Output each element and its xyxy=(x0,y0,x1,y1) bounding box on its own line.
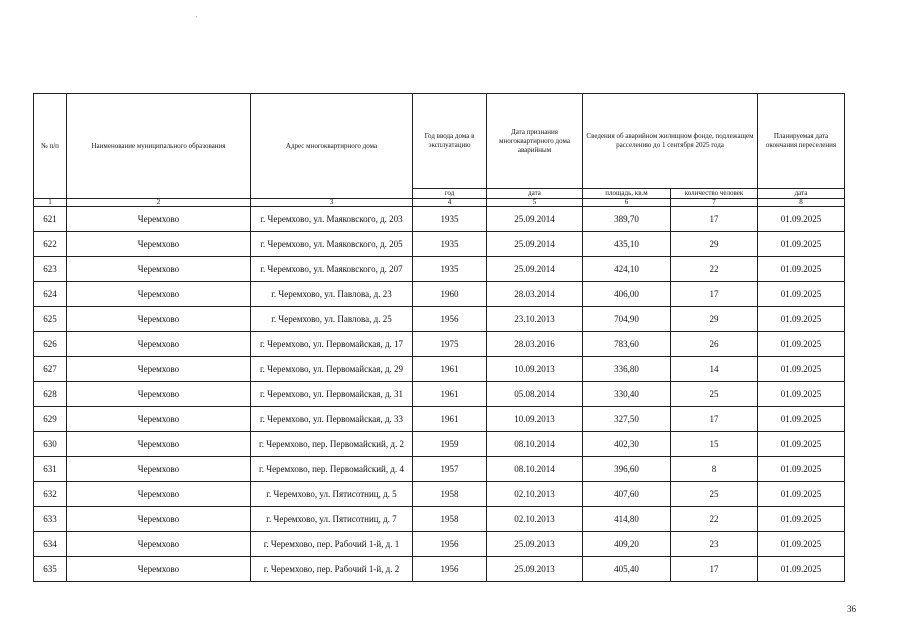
header-emergency-info: Сведения об аварийном жилищном фонде, подлежащем расселению до 1 сентября 2025 года xyxy=(583,94,758,189)
column-number: 4 xyxy=(413,199,487,207)
planned-date-cell: 01.09.2025 xyxy=(758,332,845,357)
address-cell: г. Черемхово, ул. Пятисотниц, д. 7 xyxy=(251,507,413,532)
municipality-cell: Черемхово xyxy=(67,332,251,357)
year-cell: 1975 xyxy=(413,332,487,357)
recognition-date-cell: 23.10.2013 xyxy=(487,307,583,332)
recognition-date-cell: 10.09.2013 xyxy=(487,407,583,432)
row-number: 623 xyxy=(34,257,67,282)
header-planned-end: Планируемая дата окончания переселения xyxy=(758,94,845,189)
row-number: 629 xyxy=(34,407,67,432)
emergency-housing-table xyxy=(33,93,845,582)
table-row xyxy=(34,332,845,357)
people-count-cell: 17 xyxy=(671,407,758,432)
municipality-cell: Черемхово xyxy=(67,482,251,507)
planned-date-cell: 01.09.2025 xyxy=(758,232,845,257)
row-number: 628 xyxy=(34,382,67,407)
area-cell: 424,10 xyxy=(583,257,671,282)
recognition-date-cell: 25.09.2014 xyxy=(487,232,583,257)
recognition-date-cell: 10.09.2013 xyxy=(487,357,583,382)
address-cell: г. Черемхово, ул. Первомайская, д. 33 xyxy=(251,407,413,432)
header-year-built: Год ввода дома в эксплуатацию xyxy=(413,94,487,189)
row-number: 622 xyxy=(34,232,67,257)
planned-date-cell: 01.09.2025 xyxy=(758,207,845,232)
year-cell: 1960 xyxy=(413,282,487,307)
planned-date-cell: 01.09.2025 xyxy=(758,357,845,382)
planned-date-cell: 01.09.2025 xyxy=(758,432,845,457)
recognition-date-cell: 08.10.2014 xyxy=(487,432,583,457)
municipality-cell: Черемхово xyxy=(67,532,251,557)
people-count-cell: 15 xyxy=(671,432,758,457)
address-cell: г. Черемхово, ул. Первомайская, д. 31 xyxy=(251,382,413,407)
planned-date-cell: 01.09.2025 xyxy=(758,532,845,557)
recognition-date-cell: 02.10.2013 xyxy=(487,482,583,507)
table-row xyxy=(34,432,845,457)
area-cell: 407,60 xyxy=(583,482,671,507)
header-row xyxy=(34,94,845,189)
table-row xyxy=(34,357,845,382)
address-cell: г. Черемхово, ул. Маяковского, д. 203 xyxy=(251,207,413,232)
address-cell: г. Черемхово, пер. Рабочий 1-й, д. 2 xyxy=(251,557,413,582)
column-number: 8 xyxy=(758,199,845,207)
row-number: 624 xyxy=(34,282,67,307)
recognition-date-cell: 05.08.2014 xyxy=(487,382,583,407)
planned-date-cell: 01.09.2025 xyxy=(758,482,845,507)
area-cell: 704,90 xyxy=(583,307,671,332)
table-row xyxy=(34,482,845,507)
table-row xyxy=(34,407,845,432)
year-cell: 1935 xyxy=(413,207,487,232)
area-cell: 406,00 xyxy=(583,282,671,307)
year-cell: 1961 xyxy=(413,357,487,382)
municipality-cell: Черемхово xyxy=(67,257,251,282)
address-cell: г. Черемхово, пер. Первомайский, д. 4 xyxy=(251,457,413,482)
planned-date-cell: 01.09.2025 xyxy=(758,257,845,282)
table-row xyxy=(34,307,845,332)
row-number: 625 xyxy=(34,307,67,332)
column-number: 2 xyxy=(67,199,251,207)
recognition-date-cell: 25.09.2014 xyxy=(487,207,583,232)
municipality-cell: Черемхово xyxy=(67,282,251,307)
area-cell: 409,20 xyxy=(583,532,671,557)
column-number: 3 xyxy=(251,199,413,207)
area-cell: 435,10 xyxy=(583,232,671,257)
area-cell: 405,40 xyxy=(583,557,671,582)
recognition-date-cell: 28.03.2014 xyxy=(487,282,583,307)
year-cell: 1956 xyxy=(413,557,487,582)
page-number: 36 xyxy=(847,604,856,614)
row-number: 634 xyxy=(34,532,67,557)
area-cell: 396,60 xyxy=(583,457,671,482)
column-number: 5 xyxy=(487,199,583,207)
address-cell: г. Черемхово, ул. Павлова, д. 23 xyxy=(251,282,413,307)
municipality-cell: Черемхово xyxy=(67,207,251,232)
recognition-date-cell: 25.09.2013 xyxy=(487,557,583,582)
municipality-cell: Черемхово xyxy=(67,382,251,407)
planned-date-cell: 01.09.2025 xyxy=(758,307,845,332)
municipality-cell: Черемхово xyxy=(67,232,251,257)
municipality-cell: Черемхово xyxy=(67,457,251,482)
header-recognition-date: Дата признания многоквартирного дома аварийным xyxy=(487,94,583,189)
subheader-people: количество человек xyxy=(671,189,758,199)
planned-date-cell: 01.09.2025 xyxy=(758,382,845,407)
people-count-cell: 23 xyxy=(671,532,758,557)
address-cell: г. Черемхово, ул. Первомайская, д. 29 xyxy=(251,357,413,382)
row-number: 633 xyxy=(34,507,67,532)
subheader-area: площадь, кв.м xyxy=(583,189,671,199)
municipality-cell: Черемхово xyxy=(67,557,251,582)
table-row xyxy=(34,207,845,232)
scan-mark: ' xyxy=(196,16,198,22)
municipality-cell: Черемхово xyxy=(67,307,251,332)
area-cell: 336,80 xyxy=(583,357,671,382)
year-cell: 1956 xyxy=(413,307,487,332)
people-count-cell: 17 xyxy=(671,282,758,307)
people-count-cell: 22 xyxy=(671,257,758,282)
header-num: № п/п xyxy=(34,94,67,199)
address-cell: г. Черемхово, пер. Первомайский, д. 2 xyxy=(251,432,413,457)
recognition-date-cell: 28.03.2016 xyxy=(487,332,583,357)
people-count-cell: 22 xyxy=(671,507,758,532)
table-body xyxy=(34,207,845,582)
municipality-cell: Черемхово xyxy=(67,507,251,532)
recognition-date-cell: 25.09.2013 xyxy=(487,532,583,557)
year-cell: 1959 xyxy=(413,432,487,457)
address-cell: г. Черемхово, пер. Рабочий 1-й, д. 1 xyxy=(251,532,413,557)
row-number: 627 xyxy=(34,357,67,382)
area-cell: 414,80 xyxy=(583,507,671,532)
planned-date-cell: 01.09.2025 xyxy=(758,457,845,482)
row-number: 632 xyxy=(34,482,67,507)
row-number: 630 xyxy=(34,432,67,457)
area-cell: 783,60 xyxy=(583,332,671,357)
row-number: 621 xyxy=(34,207,67,232)
people-count-cell: 26 xyxy=(671,332,758,357)
subheader-date: дата xyxy=(487,189,583,199)
people-count-cell: 8 xyxy=(671,457,758,482)
column-number: 1 xyxy=(34,199,67,207)
header-municipality: Наименование муниципального образования xyxy=(67,94,251,199)
recognition-date-cell: 02.10.2013 xyxy=(487,507,583,532)
table-row xyxy=(34,232,845,257)
address-cell: г. Черемхово, ул. Маяковского, д. 207 xyxy=(251,257,413,282)
planned-date-cell: 01.09.2025 xyxy=(758,507,845,532)
planned-date-cell: 01.09.2025 xyxy=(758,282,845,307)
address-cell: г. Черемхово, ул. Маяковского, д. 205 xyxy=(251,232,413,257)
column-number: 7 xyxy=(671,199,758,207)
recognition-date-cell: 08.10.2014 xyxy=(487,457,583,482)
municipality-cell: Черемхово xyxy=(67,407,251,432)
area-cell: 389,70 xyxy=(583,207,671,232)
people-count-cell: 17 xyxy=(671,557,758,582)
year-cell: 1935 xyxy=(413,257,487,282)
people-count-cell: 25 xyxy=(671,482,758,507)
subheader-year: год xyxy=(413,189,487,199)
row-number: 631 xyxy=(34,457,67,482)
column-number: 6 xyxy=(583,199,671,207)
area-cell: 330,40 xyxy=(583,382,671,407)
year-cell: 1961 xyxy=(413,382,487,407)
subheader-planned-date: дата xyxy=(758,189,845,199)
address-cell: г. Черемхово, ул. Павлова, д. 25 xyxy=(251,307,413,332)
address-cell: г. Черемхово, ул. Первомайская, д. 17 xyxy=(251,332,413,357)
planned-date-cell: 01.09.2025 xyxy=(758,407,845,432)
municipality-cell: Черемхово xyxy=(67,432,251,457)
area-cell: 402,30 xyxy=(583,432,671,457)
year-cell: 1957 xyxy=(413,457,487,482)
people-count-cell: 17 xyxy=(671,207,758,232)
header-address: Адрес многоквартирного дома xyxy=(251,94,413,199)
area-cell: 327,50 xyxy=(583,407,671,432)
row-number: 635 xyxy=(34,557,67,582)
year-cell: 1958 xyxy=(413,507,487,532)
people-count-cell: 14 xyxy=(671,357,758,382)
people-count-cell: 29 xyxy=(671,232,758,257)
people-count-cell: 29 xyxy=(671,307,758,332)
table-row xyxy=(34,532,845,557)
year-cell: 1958 xyxy=(413,482,487,507)
recognition-date-cell: 25.09.2014 xyxy=(487,257,583,282)
year-cell: 1935 xyxy=(413,232,487,257)
municipality-cell: Черемхово xyxy=(67,357,251,382)
table-row xyxy=(34,457,845,482)
people-count-cell: 25 xyxy=(671,382,758,407)
column-number-row xyxy=(34,199,845,207)
address-cell: г. Черемхово, ул. Пятисотниц, д. 5 xyxy=(251,482,413,507)
planned-date-cell: 01.09.2025 xyxy=(758,557,845,582)
table-row xyxy=(34,257,845,282)
year-cell: 1961 xyxy=(413,407,487,432)
table-row xyxy=(34,282,845,307)
table-row xyxy=(34,507,845,532)
table-row xyxy=(34,382,845,407)
table-row xyxy=(34,557,845,582)
row-number: 626 xyxy=(34,332,67,357)
year-cell: 1956 xyxy=(413,532,487,557)
